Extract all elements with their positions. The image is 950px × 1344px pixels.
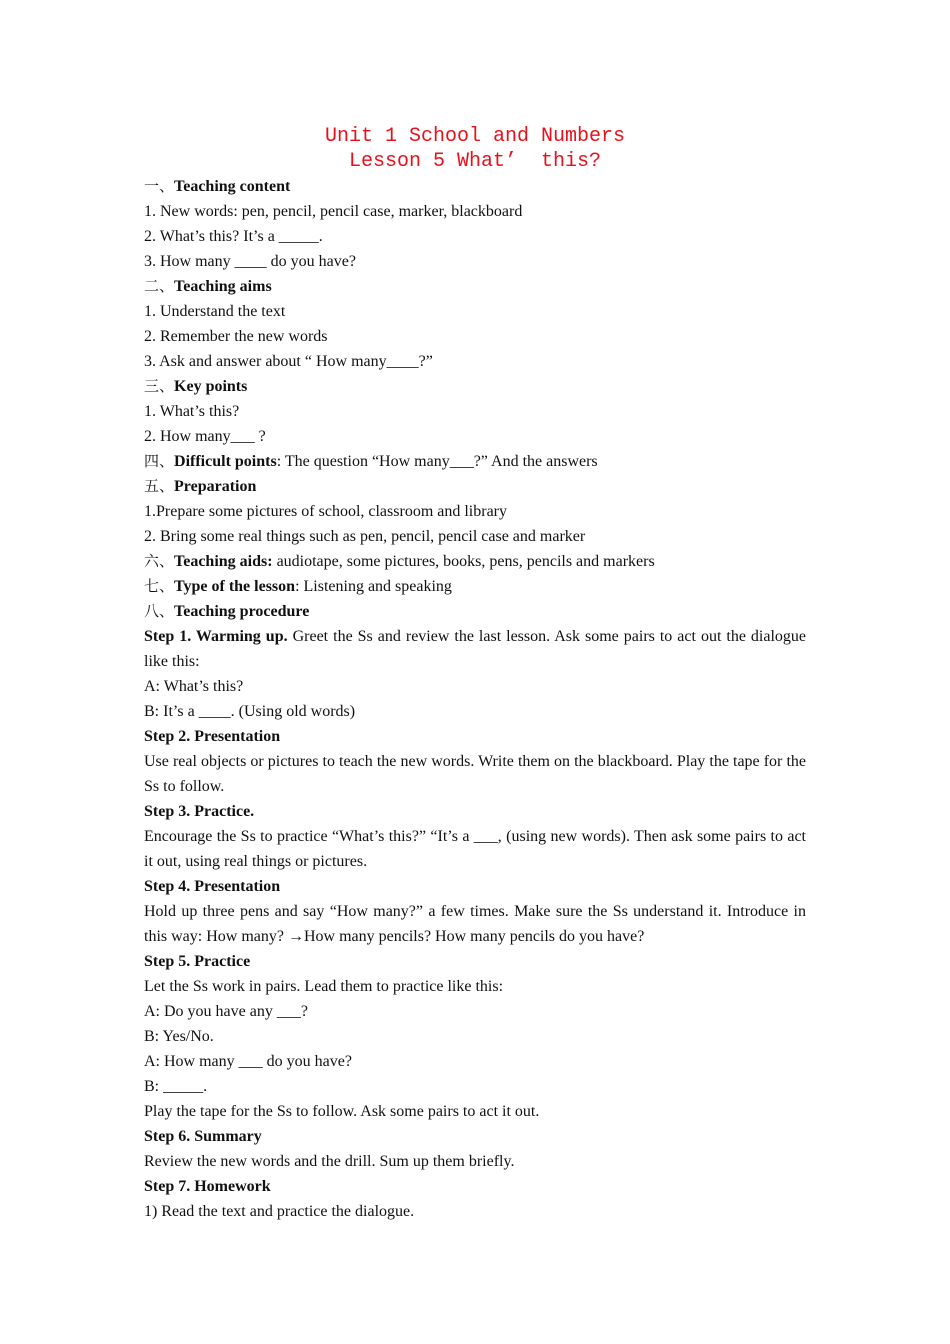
list-item: 3. Ask and answer about “ How many____?” bbox=[144, 353, 433, 370]
section-heading-type-of-lesson bbox=[144, 574, 806, 599]
section-heading-text: Key points bbox=[174, 378, 248, 395]
dialogue-line: B: Yes/No. bbox=[144, 1028, 214, 1045]
section-number: 四、 bbox=[144, 452, 175, 470]
section-number: 一、 bbox=[144, 177, 175, 195]
step-text: Review the new words and the drill. Sum up them briefly. bbox=[144, 1153, 515, 1170]
step-heading bbox=[144, 799, 806, 824]
step-text: Use real objects or pictures to teach the new words. Write them on the blackboard. Play the tape for the Ss to follow. bbox=[144, 753, 806, 795]
section-heading-text: Teaching aims bbox=[174, 278, 272, 295]
section-number: 二、 bbox=[144, 277, 175, 295]
section-number: 六、 bbox=[144, 552, 175, 570]
section-inline-text: audiotape, some pictures, books, pens, pencils and markers bbox=[272, 553, 655, 570]
dialogue-line: Play the tape for the Ss to follow. Ask some pairs to act it out. bbox=[144, 1103, 540, 1120]
list-item: 2. What’s this? It’s a _____. bbox=[144, 228, 323, 245]
step-text: Hold up three pens and say “How many?” a few times. Make sure the Ss understand it. Introduce in this way: How many? →How many pencils? How many pencils do you have? bbox=[144, 903, 806, 945]
step-text: Encourage the Ss to practice “What’s this?” “It’s a ___, (using new words). Then ask some pairs to act it out, using real things or pictures. bbox=[144, 828, 806, 870]
step-heading-text: Step 5. Practice bbox=[144, 953, 251, 970]
section-heading-difficult-points bbox=[144, 449, 806, 474]
step-heading bbox=[144, 1124, 806, 1149]
dialogue-line: B: _____. bbox=[144, 1078, 208, 1095]
section-heading-teaching-procedure bbox=[144, 599, 806, 624]
section-heading-text: Teaching content bbox=[174, 178, 291, 195]
step-heading-text: Step 4. Presentation bbox=[144, 878, 281, 895]
list-item: 3. How many ____ do you have? bbox=[144, 253, 356, 270]
step-text: Greet the Ss and review the last lesson. Ask some pairs to act out the dialogue like this: bbox=[144, 628, 807, 670]
document-page bbox=[144, 124, 806, 1224]
step-heading-text: Step 6. Summary bbox=[144, 1128, 262, 1145]
step-text: Let the Ss work in pairs. Lead them to practice like this: bbox=[144, 978, 504, 995]
section-inline-text: : The question “How many___?” And the answers bbox=[276, 453, 598, 470]
dialogue-line: B: It’s a ____. (Using old words) bbox=[144, 703, 356, 720]
document-title-line-1: Unit 1 School and Numbers bbox=[324, 125, 626, 148]
section-inline-text: : Listening and speaking bbox=[295, 578, 452, 595]
step-heading: Step 1. Warming up. bbox=[144, 628, 288, 645]
step-heading-text: Step 3. Practice. bbox=[144, 803, 255, 820]
section-heading-teaching-content bbox=[144, 174, 806, 199]
step-heading bbox=[144, 949, 806, 974]
section-heading-text: Teaching procedure bbox=[174, 603, 310, 620]
step-heading bbox=[144, 724, 806, 749]
step-text: 1) Read the text and practice the dialogue. bbox=[144, 1203, 415, 1220]
section-heading-key-points bbox=[144, 374, 806, 399]
section-number: 八、 bbox=[144, 602, 175, 620]
section-heading-teaching-aids bbox=[144, 549, 806, 574]
section-heading-text: Type of the lesson bbox=[174, 578, 296, 595]
section-number: 七、 bbox=[144, 577, 175, 595]
section-number: 三、 bbox=[144, 377, 175, 395]
list-item: 1. Understand the text bbox=[144, 303, 286, 320]
section-heading-text: Preparation bbox=[174, 478, 257, 495]
list-item: 1. What’s this? bbox=[144, 403, 240, 420]
section-number: 五、 bbox=[144, 477, 175, 495]
list-item: 1. New words: pen, pencil, pencil case, marker, blackboard bbox=[144, 203, 523, 220]
list-item: 2. How many___ ? bbox=[144, 428, 266, 445]
list-item: 2. Remember the new words bbox=[144, 328, 328, 345]
dialogue-line: A: Do you have any ___? bbox=[144, 1003, 308, 1020]
list-item: 2. Bring some real things such as pen, pencil, pencil case and marker bbox=[144, 528, 586, 545]
step-heading-text: Step 7. Homework bbox=[144, 1178, 271, 1195]
step-heading-text: Step 2. Presentation bbox=[144, 728, 281, 745]
section-heading-text: Teaching aids: bbox=[174, 553, 273, 570]
step-heading bbox=[144, 874, 806, 899]
step-heading bbox=[144, 1174, 806, 1199]
dialogue-line: A: What’s this? bbox=[144, 678, 244, 695]
document-title-line-2: Lesson 5 What’ this? bbox=[348, 150, 602, 173]
dialogue-line: A: How many ___ do you have? bbox=[144, 1053, 352, 1070]
section-heading-teaching-aims bbox=[144, 274, 806, 299]
section-heading-preparation bbox=[144, 474, 806, 499]
list-item: 1.Prepare some pictures of school, classroom and library bbox=[144, 503, 508, 520]
section-heading-text: Difficult points bbox=[174, 453, 277, 470]
step-1-paragraph bbox=[144, 624, 806, 674]
